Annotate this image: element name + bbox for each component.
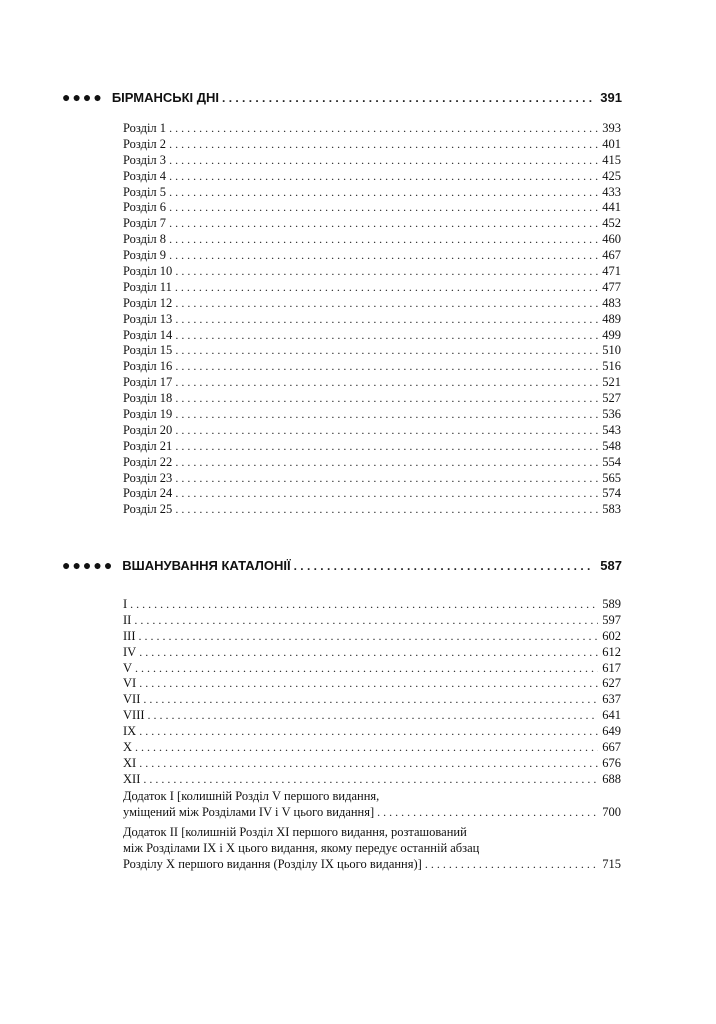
toc-entry: [123, 486, 621, 502]
entry-label: XI: [123, 755, 137, 770]
entry-page-number: 554: [602, 454, 621, 469]
toc-entry: [123, 471, 621, 487]
toc-entry: [123, 359, 621, 375]
dot-leader: [139, 676, 598, 692]
dot-leader: [143, 692, 598, 708]
dot-leader: [175, 423, 598, 439]
dot-leader: [175, 455, 598, 471]
entry-label: Розділ 1: [123, 121, 167, 135]
entry-label: II: [123, 612, 132, 627]
toc-entry: [123, 629, 621, 645]
appendix-text-line: Розділу X першого видання (Розділу IX цього видання)]: [123, 857, 422, 871]
dot-leader: [135, 661, 598, 677]
entry-page-number: 589: [602, 597, 621, 611]
toc-entry: [123, 328, 621, 344]
dot-leader: [175, 264, 598, 280]
entry-page-number: 617: [602, 660, 621, 675]
entry-label: Розділ 5: [123, 184, 167, 199]
toc-entry: [123, 153, 621, 169]
dot-leader: [169, 137, 598, 153]
entry-label: Розділ 19: [123, 407, 173, 422]
entry-page-number: 667: [602, 740, 621, 755]
toc-entry: [123, 455, 621, 471]
dot-leader: [130, 597, 598, 613]
appendix-entry: [123, 788, 621, 820]
dot-leader: [175, 343, 598, 359]
entry-label: V: [123, 660, 133, 675]
entry-page-number: 452: [602, 216, 621, 231]
entry-page-number: 641: [602, 708, 621, 723]
entry-page-number: 543: [602, 422, 621, 437]
entry-page-number: 676: [602, 755, 621, 770]
entry-page-number: 565: [602, 470, 621, 485]
dot-leader: [169, 169, 598, 185]
chapter-list-homage-to-catalonia: [123, 597, 621, 788]
entry-page-number: 441: [602, 200, 621, 215]
appendix-text-line: Додаток I [колишній Розділ V першого видання,: [123, 789, 380, 803]
dot-leader: [135, 740, 598, 756]
dot-leader: [169, 248, 598, 264]
toc-entry: [123, 407, 621, 423]
entry-page-number: 483: [602, 295, 621, 310]
dot-leader: [169, 121, 598, 137]
entry-page-number: 688: [602, 771, 621, 786]
dot-leader: [377, 804, 598, 820]
appendix-last-line: [123, 804, 621, 820]
entry-label: VIII: [123, 708, 145, 723]
entry-label: Розділ 10: [123, 264, 173, 279]
dot-leader: [148, 708, 598, 724]
entry-page-number: 401: [602, 136, 621, 151]
dot-leader: [139, 724, 598, 740]
entry-label: Розділ 22: [123, 454, 173, 469]
toc-entry: [123, 216, 621, 232]
entry-page-number: 574: [602, 486, 621, 501]
entry-label: XII: [123, 771, 141, 786]
entry-label: Розділ 15: [123, 343, 173, 358]
dot-leader: [175, 486, 598, 502]
entry-page-number: 516: [602, 359, 621, 374]
toc-entry: [123, 772, 621, 788]
entry-page-number: 415: [602, 152, 621, 167]
entry-page-number: 583: [602, 502, 621, 517]
entry-page-number: 510: [602, 343, 621, 358]
entry-page-number: 700: [602, 805, 621, 819]
entry-label: Розділ 4: [123, 168, 167, 183]
toc-entry: [123, 296, 621, 312]
entry-page-number: 649: [602, 724, 621, 739]
entry-label: I: [123, 597, 128, 611]
entry-page-number: 489: [602, 311, 621, 326]
appendix-list: [123, 788, 621, 876]
entry-label: Розділ 2: [123, 136, 167, 151]
dot-leader: [425, 856, 598, 872]
toc-entry: [123, 391, 621, 407]
dot-leader: [175, 359, 598, 375]
section-title: БІРМАНСЬКІ ДНІ: [111, 90, 220, 105]
entry-label: Розділ 12: [123, 295, 173, 310]
section-title: ВШАНУВАННЯ КАТАЛОНІЇ: [122, 558, 291, 573]
toc-entry: [123, 248, 621, 264]
entry-label: Розділ 24: [123, 486, 173, 501]
entry-page-number: 527: [602, 391, 621, 406]
entry-label: Розділ 18: [123, 391, 173, 406]
dot-leader: [139, 645, 598, 661]
dot-leader: [175, 296, 598, 312]
toc-entry: [123, 232, 621, 248]
entry-label: Розділ 9: [123, 248, 167, 263]
entry-label: Розділ 14: [123, 327, 173, 342]
toc-entry: [123, 597, 621, 613]
section-page-number: 587: [600, 558, 622, 573]
appendix-text-line: Додаток II [колишній Розділ XI першого видання, розташований: [123, 825, 467, 839]
entry-page-number: 602: [602, 628, 621, 643]
entry-label: Розділ 17: [123, 375, 173, 390]
heading-bullets: ●●●●: [62, 89, 104, 105]
toc-entry: [123, 676, 621, 692]
toc-entry: [123, 645, 621, 661]
entry-label: Розділ 16: [123, 359, 173, 374]
entry-page-number: 477: [602, 279, 621, 294]
section-page-number: 391: [600, 90, 622, 105]
entry-label: III: [123, 628, 136, 643]
dot-leader: [222, 91, 593, 105]
entry-label: X: [123, 740, 133, 755]
entry-label: Розділ 13: [123, 311, 173, 326]
dot-leader: [175, 502, 598, 518]
entry-label: VII: [123, 692, 141, 707]
toc-entry: [123, 502, 621, 518]
toc-entry: [123, 137, 621, 153]
appendix-entry: [123, 824, 621, 872]
entry-page-number: 627: [602, 676, 621, 691]
dot-leader: [169, 232, 598, 248]
entry-label: Розділ 25: [123, 502, 173, 517]
toc-entry: [123, 185, 621, 201]
dot-leader: [175, 312, 598, 328]
entry-label: Розділ 8: [123, 232, 167, 247]
entry-page-number: 597: [602, 612, 621, 627]
dot-leader: [139, 756, 598, 772]
dot-leader: [175, 471, 598, 487]
toc-entry: [123, 312, 621, 328]
toc-entry: [123, 121, 621, 137]
dot-leader: [169, 185, 598, 201]
dot-leader: [175, 391, 598, 407]
heading-bullets: ●●●●●: [62, 557, 115, 573]
entry-page-number: 548: [602, 438, 621, 453]
appendix-text-line: між Розділами IX і X цього видання, якому передує останній абзац: [123, 841, 480, 855]
toc-entry: [123, 375, 621, 391]
toc-entry: [123, 756, 621, 772]
entry-label: VI: [123, 676, 137, 691]
toc-entry: [123, 169, 621, 185]
dot-leader: [169, 216, 598, 232]
entry-page-number: 612: [602, 644, 621, 659]
toc-entry: [123, 692, 621, 708]
toc-entry: [123, 280, 621, 296]
dot-leader: [169, 200, 598, 216]
toc-entry: [123, 200, 621, 216]
entry-page-number: 715: [602, 857, 621, 871]
entry-label: Розділ 20: [123, 422, 173, 437]
toc-entry: [123, 264, 621, 280]
entry-label: Розділ 6: [123, 200, 167, 215]
entry-label: IV: [123, 644, 137, 659]
dot-leader: [175, 439, 598, 455]
toc-entry: [123, 423, 621, 439]
toc-entry: [123, 613, 621, 629]
dot-leader: [143, 772, 598, 788]
entry-page-number: 471: [602, 264, 621, 279]
entry-label: Розділ 11: [123, 279, 172, 294]
dot-leader: [175, 375, 598, 391]
entry-page-number: 425: [602, 168, 621, 183]
entry-page-number: 467: [602, 248, 621, 263]
dot-leader: [169, 153, 598, 169]
toc-entry: [123, 724, 621, 740]
section-heading-burmese-days: [62, 89, 622, 105]
appendix-last-line: [123, 856, 621, 872]
chapter-list-burmese-days: [123, 121, 621, 518]
entry-page-number: 521: [602, 375, 621, 390]
entry-page-number: 499: [602, 327, 621, 342]
entry-label: IX: [123, 724, 137, 739]
entry-label: Розділ 23: [123, 470, 173, 485]
entry-page-number: 637: [602, 692, 621, 707]
toc-entry: [123, 740, 621, 756]
entry-page-number: 460: [602, 232, 621, 247]
entry-page-number: 536: [602, 407, 621, 422]
toc-entry: [123, 439, 621, 455]
entry-page-number: 433: [602, 184, 621, 199]
dot-leader: [294, 559, 594, 573]
dot-leader: [175, 280, 598, 296]
dot-leader: [175, 407, 598, 423]
appendix-text-line: уміщений між Розділами IV і V цього видання]: [123, 805, 375, 819]
section-heading-homage-to-catalonia: [62, 557, 622, 573]
toc-entry: [123, 661, 621, 677]
entry-label: Розділ 21: [123, 438, 173, 453]
toc-entry: [123, 708, 621, 724]
dot-leader: [175, 328, 598, 344]
entry-page-number: 393: [602, 121, 621, 135]
dot-leader: [134, 613, 598, 629]
entry-label: Розділ 3: [123, 152, 167, 167]
entry-label: Розділ 7: [123, 216, 167, 231]
toc-entry: [123, 343, 621, 359]
dot-leader: [139, 629, 599, 645]
